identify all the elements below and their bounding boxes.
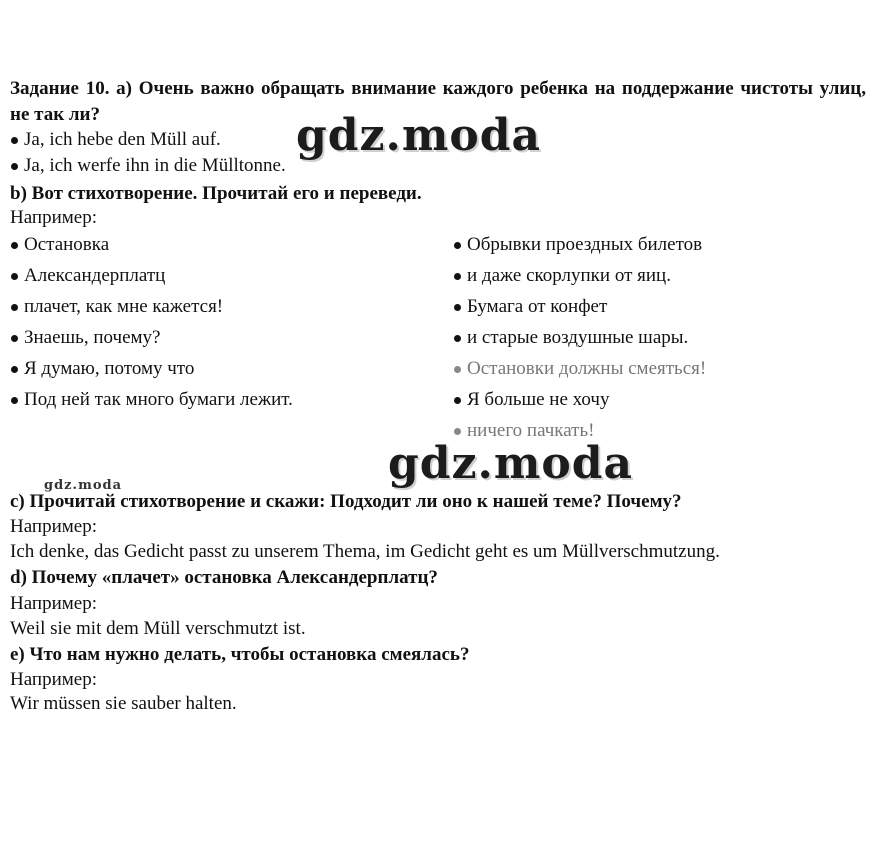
task-answers-list xyxy=(10,128,286,180)
poem-line: Обрывки проездных билетов xyxy=(453,233,706,264)
poem-line: Остановка xyxy=(10,233,293,264)
list-item: Ja, ich werfe ihn in die Mülltonne. xyxy=(10,154,286,180)
section-b-heading: b) Вот стихотворение. Прочитай его и переведи. xyxy=(10,183,422,204)
section-d-heading: d) Почему «плачет» остановка Александерплатц? xyxy=(10,567,438,588)
poem-line: Под ней так много бумаги лежит. xyxy=(10,388,293,419)
list-item: Ja, ich hebe den Müll auf. xyxy=(10,128,286,154)
section-c-answer: Ich denke, das Gedicht passt zu unserem Thema, im Gedicht geht es um Müllverschmutzung. xyxy=(10,541,720,562)
poem-line: Остановки должны смеяться! xyxy=(453,357,706,388)
section-e-answer: Wir müssen sie sauber halten. xyxy=(10,693,237,714)
poem-line: и старые воздушные шары. xyxy=(453,326,706,357)
section-d-answer: Weil sie mit dem Müll verschmutzt ist. xyxy=(10,618,306,639)
poem-line: Бумага от конфет xyxy=(453,295,706,326)
poem-line: Я больше не хочу xyxy=(453,388,706,419)
poem-line: Александерплатц xyxy=(10,264,293,295)
section-e-heading: e) Что нам нужно делать, чтобы остановка смеялась? xyxy=(10,644,470,665)
poem-right-column xyxy=(453,233,706,450)
watermark-middle: gdz.moda xyxy=(388,438,634,489)
poem-line: и даже скорлупки от яиц. xyxy=(453,264,706,295)
poem-left-column xyxy=(10,233,293,419)
section-d-example-label: Например: xyxy=(10,593,97,614)
poem-line: Я думаю, потому что xyxy=(10,357,293,388)
section-c-heading: c) Прочитай стихотворение и скажи: Подходит ли оно к нашей теме? Почему? xyxy=(10,491,682,512)
section-c-example-label: Например: xyxy=(10,516,97,537)
task-intro: Задание 10. a) Очень важно обращать внимание каждого ребенка на поддержание чистоты улиц, не так ли? xyxy=(10,78,866,125)
watermark-small: gdz.moda xyxy=(44,478,123,493)
section-b-example-label: Например: xyxy=(10,207,97,228)
poem-line: Знаешь, почему? xyxy=(10,326,293,357)
poem-line: ничего пачкать! xyxy=(453,419,706,450)
watermark-top: gdz.moda xyxy=(296,110,542,161)
poem-line: плачет, как мне кажется! xyxy=(10,295,293,326)
section-e-example-label: Например: xyxy=(10,669,97,690)
